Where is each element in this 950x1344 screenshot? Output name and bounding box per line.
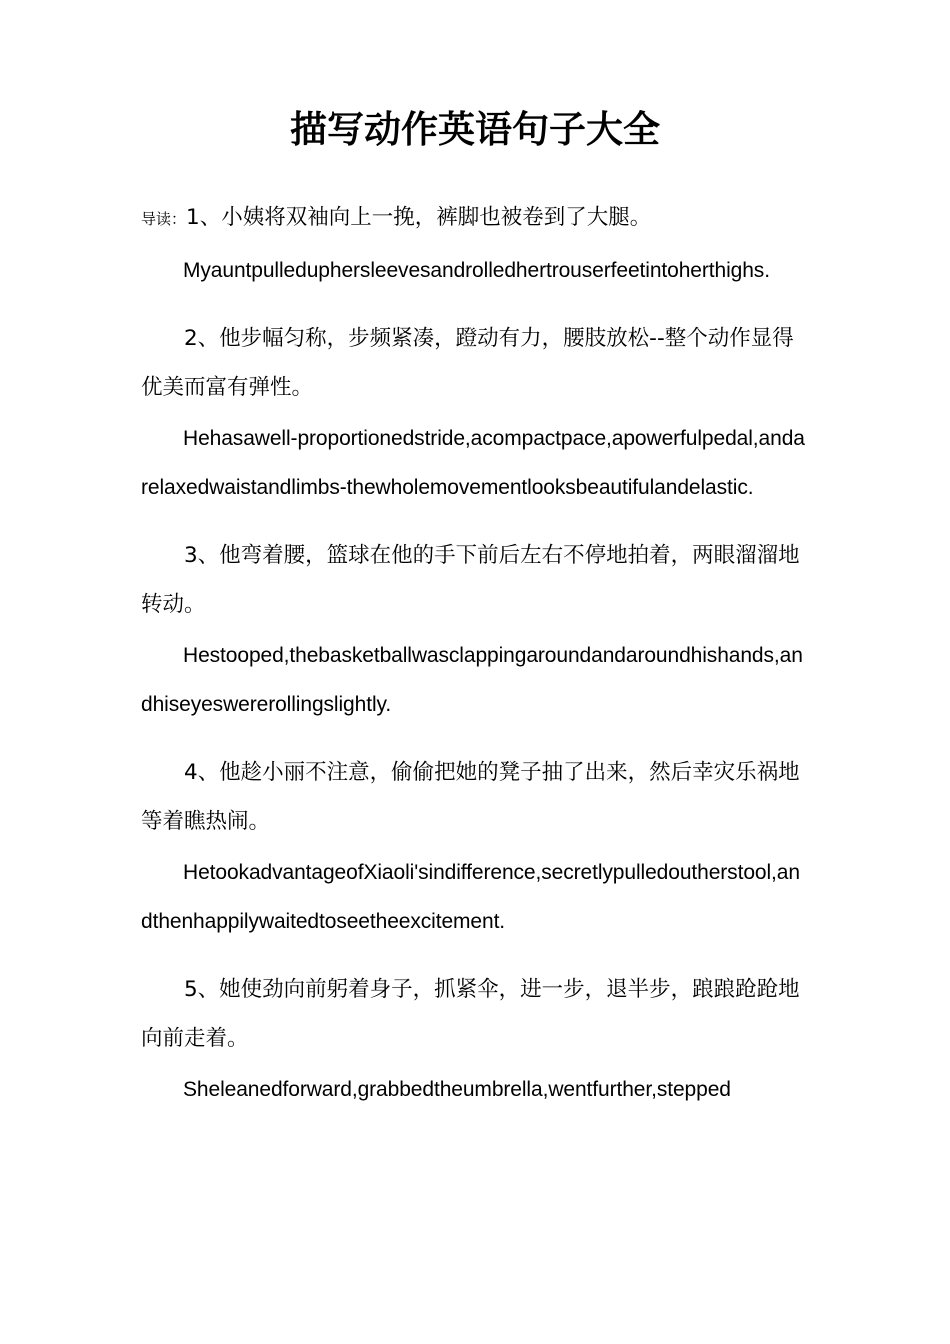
paragraph-2-en: Hehasawell-proportionedstride,acompactpace,apowerfulpedal,andarelaxedwaistandlimbs-thewholemovementlooksbeautifulandelastic. — [141, 426, 805, 499]
paragraph-3-en: Hestooped,thebasketballwasclappingaroundandaroundhishands,andhiseyeswererollingslightly. — [141, 643, 803, 716]
paragraph-5-zh: 5、她使劲向前躬着身子，抓紧伞，进一步，退半步，踉踉跄跄地向前走着。 — [141, 976, 800, 1051]
paragraph-2-zh: 2、他步幅匀称，步频紧凑，蹬动有力，腰肢放松--整个动作显得优美而富有弹性。 — [141, 325, 794, 400]
paragraph-text: 1、小姨将双袖向上一挽，裤脚也被卷到了大腿。 — [186, 205, 652, 230]
paragraph-3-zh: 3、他弯着腰，篮球在他的手下前后左右不停地拍着，两眼溜溜地转动。 — [141, 542, 800, 617]
paragraph-1-zh — [141, 193, 809, 244]
paragraph-4-en: HetookadvantageofXiaoli'sindifference,secretlypulledoutherstool,andthenhappilywaitedtoseetheexcitement. — [141, 860, 800, 933]
document-body — [141, 193, 809, 1114]
paragraph-1-en: Myauntpulleduphersleevesandrolledhertrouserfeetintoherthighs. — [183, 259, 770, 282]
paragraph-4-zh: 4、他趁小丽不注意，偷偷把她的凳子抽了出来，然后幸灾乐祸地等着瞧热闹。 — [141, 759, 800, 834]
intro-label: 导读： — [141, 210, 187, 228]
paragraph-5-en: Sheleanedforward,grabbedtheumbrella,wentfurther,stepped — [183, 1077, 731, 1101]
document-title: 描写动作英语句子大全 — [290, 108, 660, 151]
